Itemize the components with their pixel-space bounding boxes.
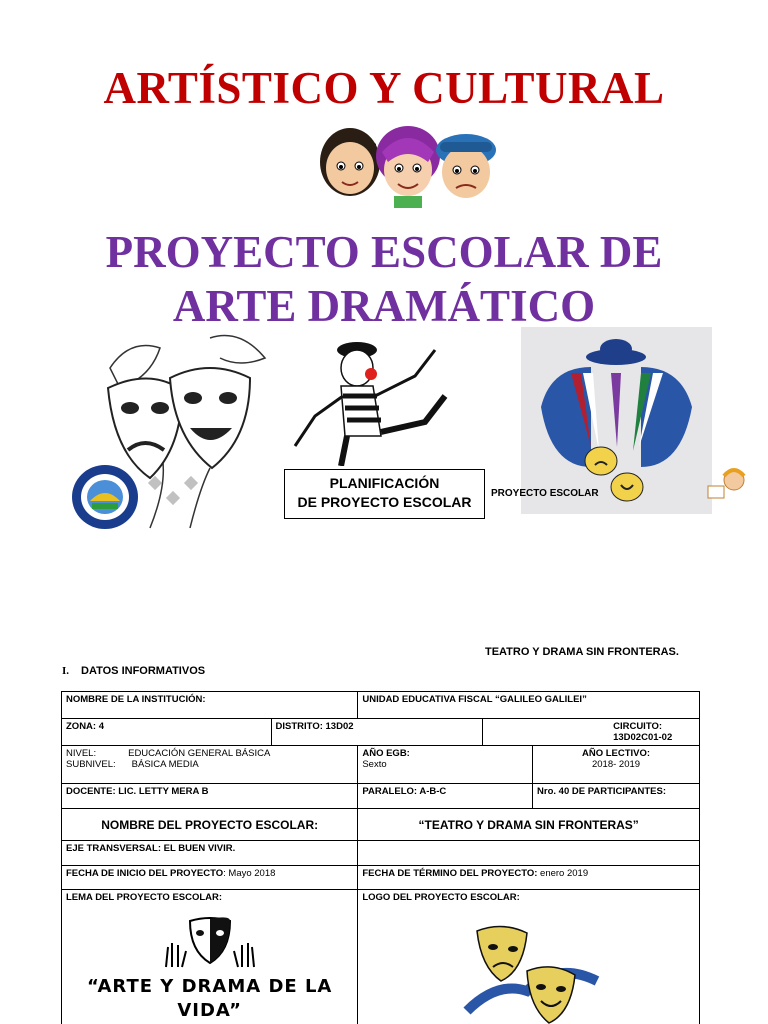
lema-label: LEMA DEL PROYECTO ESCOLAR:	[66, 892, 223, 903]
school-seal-logo	[70, 463, 140, 531]
logo-cell	[358, 890, 700, 1024]
fecha-termino-value: enero 2019	[537, 868, 589, 879]
project-name-heading: TEATRO Y DRAMA SIN FRONTERAS.	[485, 646, 679, 658]
participantes-cell: Nro. 40 DE PARTICIPANTES:	[533, 784, 700, 809]
table-row	[62, 692, 700, 719]
anio-lectivo-cell	[533, 746, 700, 784]
anio-egb-label: AÑO EGB:	[362, 748, 410, 759]
title-proyecto-line1: PROYECTO ESCOLAR DE	[105, 227, 663, 277]
children-faces-illustration	[318, 110, 498, 210]
planificacion-box	[284, 469, 485, 519]
institucion-label: NOMBRE DE LA INSTITUCIÓN:	[62, 692, 358, 719]
nivel-label: NIVEL:	[66, 748, 97, 759]
planificacion-line1: PLANIFICACIÓN	[329, 475, 440, 491]
masks-hands-illustration	[160, 917, 260, 969]
lema-cell	[62, 890, 358, 1024]
distrito-cell: DISTRITO: 13D02	[271, 719, 483, 746]
docente-cell: DOCENTE: LIC. LETTY MERA B	[62, 784, 358, 809]
datos-informativos-table	[61, 691, 700, 1024]
lema-line2: VIDA”	[177, 1000, 243, 1021]
anio-egb-value: Sexto	[362, 759, 387, 770]
subnivel-label: SUBNIVEL:	[66, 759, 116, 770]
anio-lectivo-label: AÑO LECTIVO:	[581, 748, 651, 759]
lema-line1: “ARTE Y DRAMA DE LA	[86, 976, 333, 997]
proyecto-escolar-label: PROYECTO ESCOLAR	[491, 488, 599, 499]
project-logo-masks	[457, 921, 607, 1024]
title-proyecto-line2: ARTE DRAMÁTICO	[172, 281, 596, 331]
fecha-inicio-label: FECHA DE INICIO DEL PROYECTO	[66, 868, 224, 879]
mime-illustration	[285, 336, 450, 466]
empty-cell	[358, 841, 700, 866]
anio-lectivo-value: 2018- 2019	[591, 759, 641, 770]
nivel-cell	[62, 746, 358, 784]
table-row	[62, 809, 700, 841]
blue-masks-illustration	[521, 327, 712, 514]
paralelo-cell: PARALELO: A-B-C	[358, 784, 533, 809]
circuito-cell: CIRCUITO: 13D02C01-02	[483, 719, 700, 746]
table-row	[62, 746, 700, 784]
planificacion-line2: DE PROYECTO ESCOLAR	[297, 494, 472, 510]
table-row	[62, 841, 700, 866]
nombre-proyecto-value: “TEATRO Y DRAMA SIN FRONTERAS”	[358, 809, 700, 841]
eje-transversal-cell: EJE TRANSVERSAL: EL BUEN VIVIR.	[62, 841, 358, 866]
title-artistico: ARTÍSTICO Y CULTURAL	[103, 63, 665, 113]
subnivel-value: BÁSICA MEDIA	[131, 759, 199, 770]
section-number: I.	[62, 665, 70, 677]
logo-label: LOGO DEL PROYECTO ESCOLAR:	[362, 892, 520, 903]
small-child-illustration	[706, 466, 750, 506]
anio-egb-cell	[358, 746, 533, 784]
table-row	[62, 890, 700, 1024]
fecha-inicio-value: : Mayo 2018	[223, 868, 276, 879]
fecha-termino-cell	[358, 866, 700, 890]
fecha-inicio-cell	[62, 866, 358, 890]
nivel-value: EDUCACIÓN GENERAL BÁSICA	[128, 748, 271, 759]
table-row	[62, 866, 700, 890]
fecha-termino-label: FECHA DE TÉRMINO DEL PROYECTO:	[362, 868, 538, 879]
nombre-proyecto-label: NOMBRE DEL PROYECTO ESCOLAR:	[62, 809, 358, 841]
section-title: DATOS INFORMATIVOS	[81, 665, 206, 677]
section-heading	[62, 665, 205, 677]
institucion-value: UNIDAD EDUCATIVA FISCAL “GALILEO GALILEI”	[358, 692, 700, 719]
table-row	[62, 784, 700, 809]
table-row	[62, 719, 700, 746]
zona-cell: ZONA: 4	[62, 719, 272, 746]
